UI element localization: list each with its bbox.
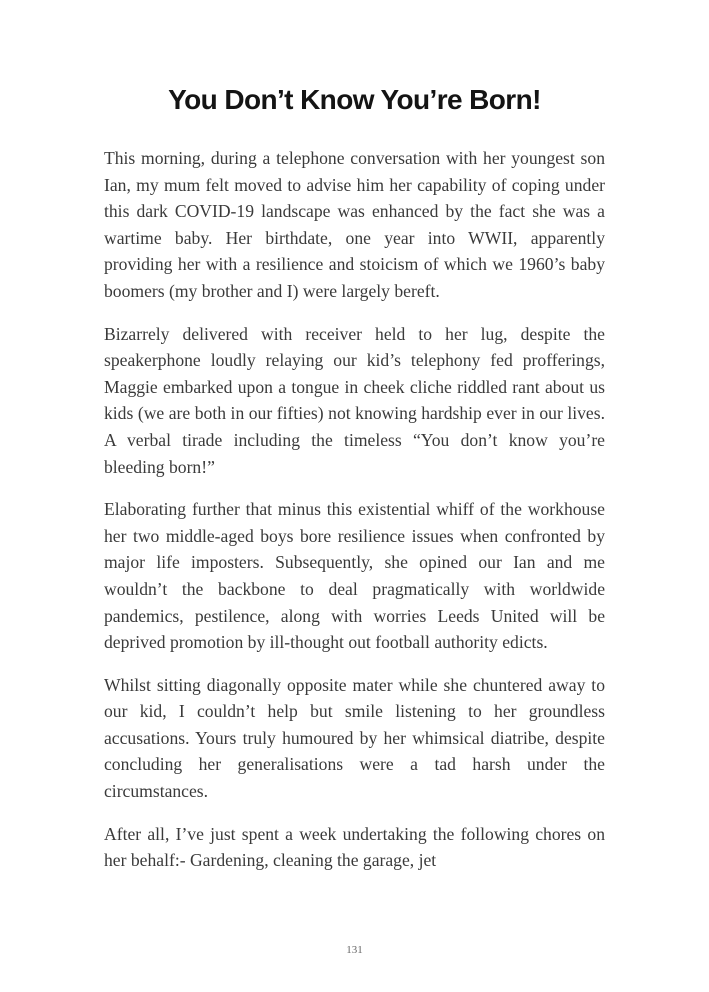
paragraph-1: This morning, during a telephone conversation with her youngest son Ian, my mum felt moved to advise him her capability of coping under this dark COVID-19 landscape was enhanced by the fact she was a wartime baby. Her birthdate, one year into WWII, apparently providing her with a resilience and stoicism of which we 1960’s baby boomers (my brother and I) were largely bereft. — [104, 148, 605, 301]
chapter-title: You Don’t Know You’re Born! — [168, 84, 541, 115]
paragraph-3: Elaborating further that minus this existential whiff of the workhouse her two middle-aged boys bore resilience issues when confronted by major life imposters. Subsequently, she opined our Ian and me wouldn’t the backbone to deal pragmatically with worldwide pandemics, pestilence, along with worries Leeds United will be deprived promotion by ill-thought out football authority edicts. — [104, 499, 605, 653]
paragraph-2: Bizarrely delivered with receiver held to her lug, despite the speakerphone loudly relaying our kid’s telephony fed profferings, Maggie embarked upon a tongue in cheek cliche riddled rant about us kids (we are both in our fifties) not knowing hardship ever in our lives. A verbal tirade including the timeless “You don’t know you’re bleeding born!” — [104, 323, 605, 477]
page-number: 131 — [346, 944, 363, 956]
paragraph-4: Whilst sitting diagonally opposite mater while she chuntered away to our kid, I couldn’t help but smile listening to her groundless accusations. Yours truly humoured by her whimsical diatribe, despite concluding her generalisations were a tad harsh under the circumstances. — [104, 674, 605, 802]
paragraph-5: After all, I’ve just spent a week undertaking the following chores on her behalf:- Gardening, cleaning the garage, jet — [104, 823, 605, 871]
body-text — [104, 145, 605, 890]
